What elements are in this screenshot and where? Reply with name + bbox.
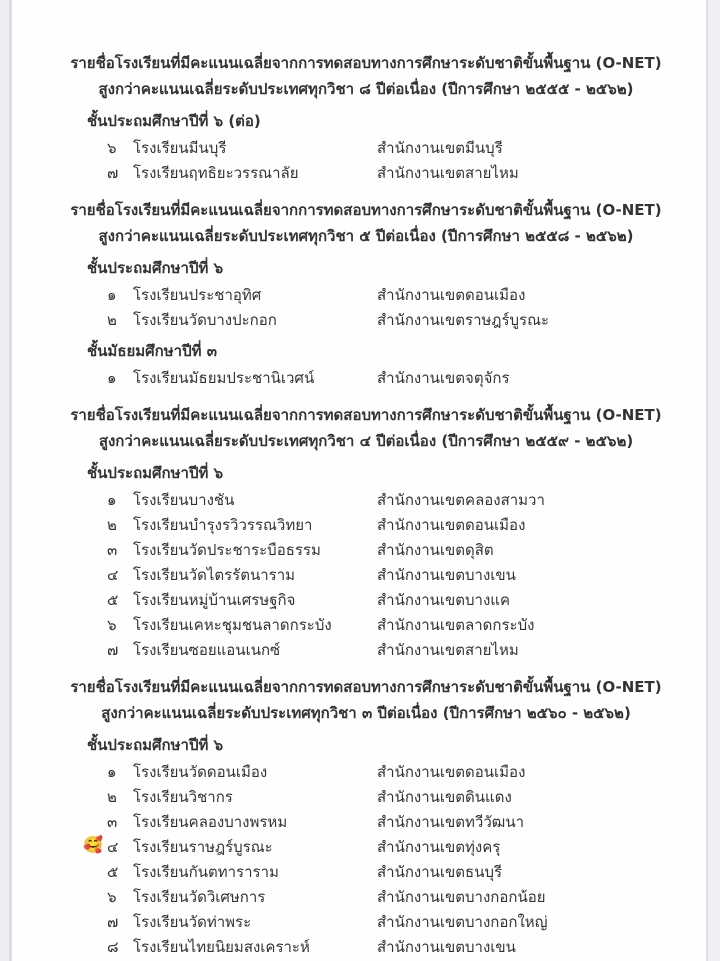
onet-section [12,50,706,185]
school-name: โรงเรียนซอยแอนเนกซ์ [133,640,281,659]
grade-level-heading: ชั้นประถมศึกษาปีที่ ๖ (ต่อ) [87,112,261,130]
row-number: ๕ [107,862,119,881]
row-number: ๔ [107,565,119,584]
title-line-1: รายชื่อโรงเรียนที่มีคะแนนเฉลี่ยจากการทดสอบทางการศึกษาระดับชาติขั้นพื้นฐาน (O-NET) [70,201,662,219]
school-name: โรงเรียนกันตทาราราม [133,862,279,881]
section-title [12,197,706,249]
district-office-name: สำนักงานเขตราษฎร์บูรณะ [377,310,550,329]
district-office-name: สำนักงานเขตบางเขน [377,565,516,584]
row-number: ๗ [107,912,119,931]
district-office-name: สำนักงานเขตคลองสามวา [377,490,545,509]
grade-level-heading: ชั้นประถมศึกษาปีที่ ๖ [87,736,224,754]
school-row [12,537,706,562]
school-name: โรงเรียนประชาอุทิศ [133,285,262,304]
section-title [12,674,706,726]
school-row [12,884,706,909]
row-number: ๑ [107,285,117,304]
title-line-2: สูงกว่าคะแนนเฉลี่ยระดับประเทศทุกวิชา ๔ ปีต่อเนื่อง (ปีการศึกษา ๒๕๕๙ - ๒๕๖๒) [98,432,634,450]
district-office-name: สำนักงานเขตสายไหม [377,163,519,182]
school-row [12,587,706,612]
section-title [12,402,706,454]
row-number: ๖ [107,887,117,906]
school-name: โรงเรียนวิชากร [133,787,233,806]
row-number: ๖ [107,138,117,157]
school-name: โรงเรียนไทยนิยมสงเคราะห์ [133,937,310,956]
row-number: ๘ [107,937,119,956]
district-office-name: สำนักงานเขตดอนเมือง [377,285,526,304]
district-office-name: สำนักงานเขตมีนบุรี [377,138,503,157]
row-number: ๑ [107,368,117,387]
district-office-name: สำนักงานเขตบางเขน [377,937,516,956]
row-number: ๑ [107,762,117,781]
school-row [12,637,706,662]
school-name: โรงเรียนคลองบางพรหม [133,812,288,831]
school-row [12,160,706,185]
title-line-2: สูงกว่าคะแนนเฉลี่ยระดับประเทศทุกวิชา ๕ ปีต่อเนื่อง (ปีการศึกษา ๒๕๕๘ - ๒๕๖๒) [98,227,634,245]
school-row [12,784,706,809]
school-name: โรงเรียนวัดประชาระบือธรรม [133,540,321,559]
school-name: โรงเรียนวัดวิเศษการ [133,887,266,906]
row-number: ๕ [107,590,119,609]
school-row [12,512,706,537]
document-page [12,0,706,961]
school-row [12,759,706,784]
school-row [12,307,706,332]
title-line-1: รายชื่อโรงเรียนที่มีคะแนนเฉลี่ยจากการทดสอบทางการศึกษาระดับชาติขั้นพื้นฐาน (O-NET) [70,678,662,696]
school-name: โรงเรียนวัดท่าพระ [133,912,252,931]
school-row [12,562,706,587]
district-office-name: สำนักงานเขตจตุจักร [377,368,510,387]
row-number: ๒ [107,515,117,534]
title-line-2: สูงกว่าคะแนนเฉลี่ยระดับประเทศทุกวิชา ๓ ปีต่อเนื่อง (ปีการศึกษา ๒๕๖๐ - ๒๕๖๒) [101,704,631,722]
school-row [12,282,706,307]
row-number: ๒ [107,787,117,806]
school-row [12,487,706,512]
school-name: โรงเรียนวัดดอนเมือง [133,762,268,781]
school-row [12,934,706,959]
district-office-name: สำนักงานเขตธนบุรี [377,862,503,881]
row-number: ๒ [107,310,117,329]
district-office-name: สำนักงานเขตบางกอกใหญ่ [377,912,548,931]
row-number: ๓ [107,540,118,559]
section-title [12,50,706,102]
district-office-name: สำนักงานเขตสายไหม [377,640,519,659]
school-row [12,859,706,884]
school-row [12,909,706,934]
school-row [12,135,706,160]
viewer-right-gutter [706,0,720,961]
grade-level-heading: ชั้นประถมศึกษาปีที่ ๖ [87,259,224,277]
school-name: โรงเรียนบางชัน [133,490,235,509]
onet-section [12,402,706,662]
district-office-name: สำนักงานเขตดอนเมือง [377,762,526,781]
district-office-name: สำนักงานเขตดุสิต [377,540,494,559]
school-name: โรงเรียนบำรุงรวิวรรณวิทยา [133,515,313,534]
row-number: ๗ [107,640,119,659]
district-office-name: สำนักงานเขตบางแค [377,590,511,609]
row-number: ๗ [107,163,119,182]
school-row [12,612,706,637]
district-office-name: สำนักงานเขตดินแดง [377,787,512,806]
district-office-name: สำนักงานเขตทุ่งครุ [377,837,501,856]
row-number: ๑ [107,490,117,509]
school-row [12,809,706,834]
school-name: โรงเรียนมีนบุรี [133,138,227,157]
school-name: โรงเรียนวัดไตรรัตนาราม [133,565,296,584]
school-name: โรงเรียนฤทธิยะวรรณาลัย [133,163,299,182]
title-line-1: รายชื่อโรงเรียนที่มีคะแนนเฉลี่ยจากการทดสอบทางการศึกษาระดับชาติขั้นพื้นฐาน (O-NET) [70,406,662,424]
title-line-1: รายชื่อโรงเรียนที่มีคะแนนเฉลี่ยจากการทดสอบทางการศึกษาระดับชาติขั้นพื้นฐาน (O-NET) [70,54,662,72]
grade-level-heading: ชั้นประถมศึกษาปีที่ ๖ [87,464,224,482]
district-office-name: สำนักงานเขตทวีวัฒนา [377,812,524,831]
smiling-face-with-hearts-emoji: 🥰 [83,835,103,854]
school-row [12,834,706,859]
district-office-name: สำนักงานเขตดอนเมือง [377,515,526,534]
onet-section [12,197,706,390]
school-row [12,365,706,390]
row-number: ๓ [107,812,118,831]
row-number: ๔ [107,837,119,856]
row-number: ๖ [107,615,117,634]
grade-level-heading: ชั้นมัธยมศึกษาปีที่ ๓ [87,342,217,360]
viewer-left-gutter [0,0,12,961]
onet-section [12,674,706,959]
school-name: โรงเรียนเคหะชุมชนลาดกระบัง [133,615,332,634]
district-office-name: สำนักงานเขตลาดกระบัง [377,615,535,634]
school-name: โรงเรียนราษฎร์บูรณะ [133,837,273,856]
district-office-name: สำนักงานเขตบางกอกน้อย [377,887,546,906]
title-line-2: สูงกว่าคะแนนเฉลี่ยระดับประเทศทุกวิชา ๘ ปีต่อเนื่อง (ปีการศึกษา ๒๕๕๕ - ๒๕๖๒) [98,80,634,98]
school-name: โรงเรียนวัดบางปะกอก [133,310,277,329]
school-name: โรงเรียนหมู่บ้านเศรษฐกิจ [133,590,296,609]
school-name: โรงเรียนมัธยมประชานิเวศน์ [133,368,315,387]
